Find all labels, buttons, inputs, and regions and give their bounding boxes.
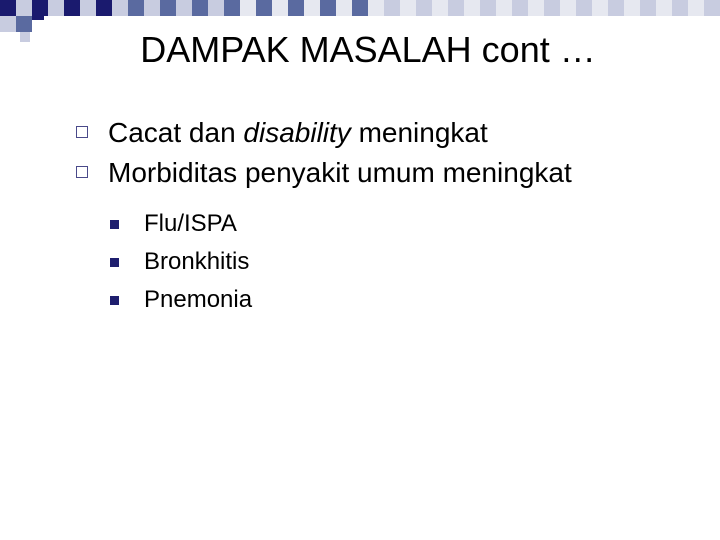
decor-square (128, 0, 144, 16)
bullet-text-emphasis: disability (243, 117, 351, 148)
decor-square (208, 0, 224, 16)
bullet-text: Morbiditas penyakit umum meningkat (108, 157, 572, 188)
decor-square (512, 0, 528, 16)
decor-square (384, 0, 400, 16)
decor-square (176, 0, 192, 16)
decor-square (256, 0, 272, 16)
decor-square (368, 0, 384, 16)
decor-square (432, 0, 448, 16)
bullet-item-1 (76, 113, 572, 153)
sub-bullet-text: Flu/ISPA (144, 210, 237, 237)
decor-square (96, 0, 112, 16)
decor-square (496, 0, 512, 16)
bullet-list (76, 113, 572, 193)
decor-square (192, 0, 208, 16)
decor-square (304, 0, 320, 16)
decor-square (640, 0, 656, 16)
sub-bullet-item-2 (110, 243, 252, 281)
sub-bullet-list (110, 205, 252, 319)
decor-square (352, 0, 368, 16)
sub-bullet-text: Pnemonia (144, 286, 253, 313)
sub-bullet-text: Bronkhitis (144, 248, 250, 275)
checkbox-bullet-icon (76, 126, 88, 138)
decor-square (608, 0, 624, 16)
square-bullet-icon (110, 220, 119, 229)
decor-square (592, 0, 608, 16)
bullet-item-2 (76, 153, 572, 193)
decor-square (544, 0, 560, 16)
decor-square (448, 0, 464, 16)
decor-square (400, 0, 416, 16)
decor-square (336, 0, 352, 16)
square-bullet-icon (110, 296, 119, 305)
decor-square (144, 0, 160, 16)
decor-square (576, 0, 592, 16)
square-bullet-icon (110, 258, 119, 267)
decor-square (528, 0, 544, 16)
decor-square (80, 0, 96, 16)
sub-bullet-item-1 (110, 205, 252, 243)
decor-square (688, 0, 704, 16)
sub-bullet-item-3 (110, 281, 252, 319)
decor-square (704, 0, 720, 16)
bullet-text-post: meningkat (350, 117, 488, 148)
decor-square (32, 8, 44, 20)
decor-square (240, 0, 256, 16)
decor-square (112, 0, 128, 16)
decor-square (48, 0, 64, 16)
slide-title: DAMPAK MASALAH cont … (140, 29, 596, 70)
decor-square (272, 0, 288, 16)
checkbox-bullet-icon (76, 166, 88, 178)
bullet-text-pre: Cacat dan (108, 117, 244, 148)
decor-square (416, 0, 432, 16)
decor-square (160, 0, 176, 16)
decor-square (656, 0, 672, 16)
decor-square (64, 0, 80, 16)
decor-square (288, 0, 304, 16)
decor-square (624, 0, 640, 16)
decor-square (0, 0, 16, 16)
decor-square (560, 0, 576, 16)
decor-square (320, 0, 336, 16)
decor-square (672, 0, 688, 16)
decor-square (464, 0, 480, 16)
decor-square (224, 0, 240, 16)
decor-square (480, 0, 496, 16)
decor-square (16, 0, 32, 16)
